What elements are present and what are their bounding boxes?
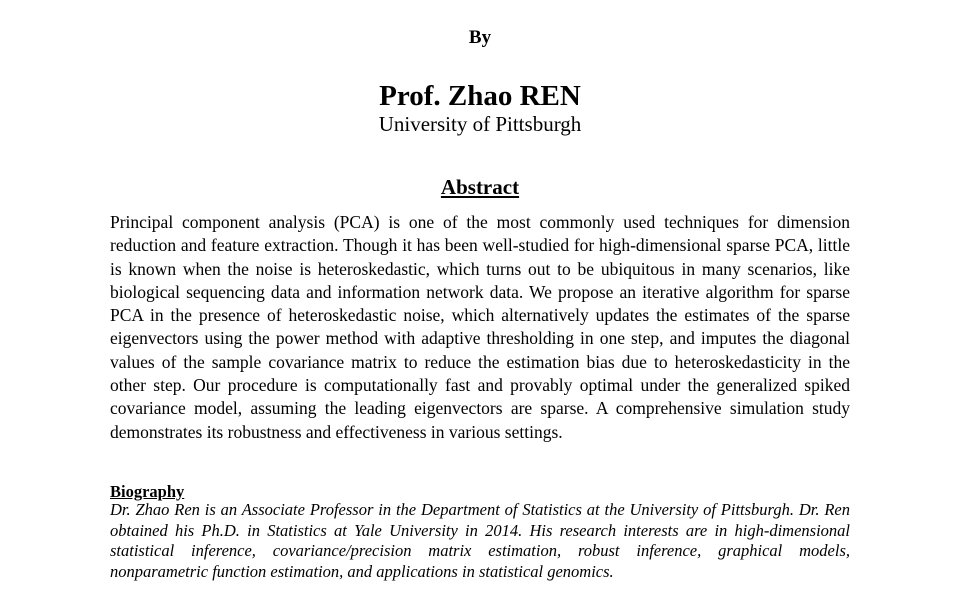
biography-text: Dr. Zhao Ren is an Associate Professor in the Department of Statistics at the University of Pittsburgh. Dr. Ren obtained his Ph.D. in Statistics at Yale University in 2014. His research interests are in high-dimensional statistical inference, covariance/precision matrix estimation, robust inference, graphical models, nonparametric function estimation, and applications in statistical genomics. [110, 500, 850, 581]
speaker-name: Prof. Zhao REN [379, 80, 581, 112]
speaker-affiliation: University of Pittsburgh [378, 112, 582, 136]
by-label: By [468, 27, 492, 48]
abstract-heading: Abstract [440, 175, 520, 199]
abstract-text: Principal component analysis (PCA) is one of the most commonly used techniques for dimension reduction and feature extraction. Though it has been well-studied for high-dimensional sparse PCA, little is known when the noise is heteroskedastic, which turns out to be ubiquitous in many scenarios, like biological sequencing data and information network data. We propose an iterative algorithm for sparse PCA in the presence of heteroskedastic noise, which alternatively updates the estimates of the sparse eigenvectors using the power method with adaptive thresholding in one step, and imputes the diagonal values of the sample covariance matrix to reduce the estimation bias due to heteroskedasticity in the other step. Our procedure is computationally fast and provably optimal under the generalized spiked covariance model, assuming the leading eigenvectors are sparse. A comprehensive simulation study demonstrates its robustness and effectiveness in various settings. [110, 212, 850, 442]
biography-heading: Biography [110, 482, 185, 501]
